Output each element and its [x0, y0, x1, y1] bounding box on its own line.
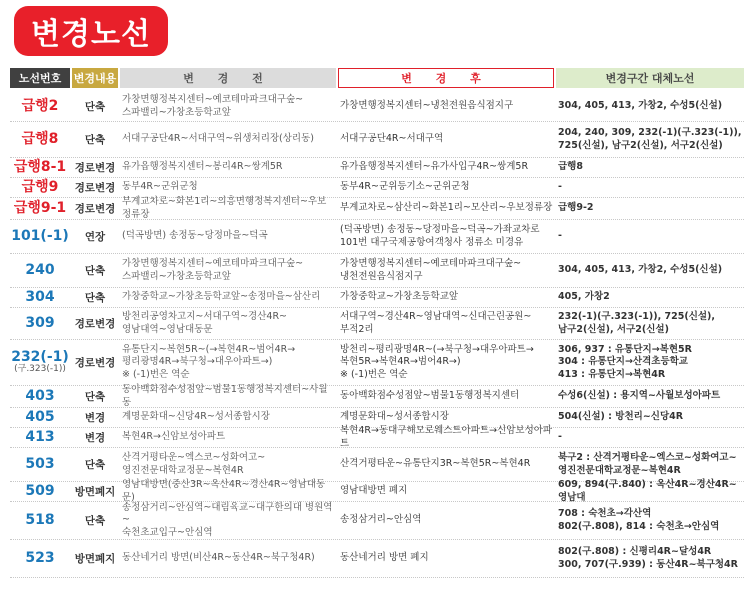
route-after-text: 가창중학교~가창초등학교앞 — [340, 291, 459, 303]
alternative-routes-text: 708 : 숙천초→각산역 802(구.808), 814 : 숙천초→안심역 — [558, 507, 720, 532]
route-after — [340, 198, 558, 219]
route-after-text: 동산네거리 방면 폐지 — [340, 552, 429, 564]
route-number — [10, 386, 70, 407]
route-before-text: 송정삼거리~안심역~대림육교~대구한의대 병원역~ 숙천초교입구~안심역 — [122, 501, 333, 538]
route-before-text: 산격거평타운~엑스코~성화여고~ 영진전문대학교정문~복현4R — [122, 451, 266, 476]
change-type-text: 연장 — [84, 231, 106, 243]
change-type — [72, 482, 118, 501]
change-type — [72, 502, 118, 539]
alternative-routes-text: 306, 937 : 유통단지→복현5R 304 : 유통단지→산격초등학교 413 : 유통단지→복현4R — [558, 343, 692, 380]
route-after — [340, 288, 558, 307]
alternative-routes-text: 802(구.808) : 신평리4R~달성4R 300, 707(구.939) : 동산4R~북구청4R — [558, 545, 738, 570]
alternative-routes-text: 232(-1)(구.323(-1)), 725(신설), 남구2(신설), 서구2(신설) — [558, 310, 715, 335]
route-before — [122, 383, 334, 408]
route-after-text: 가창면행정복지센터~예코테마파크대구숲~ 냉천전원음식점지구 — [340, 257, 522, 282]
change-type — [72, 428, 118, 447]
route-before-text: 계명문화대~신당4R~성서종합시장 — [122, 411, 270, 423]
route-before — [122, 92, 334, 121]
route-number — [10, 220, 70, 253]
route-former-number: (구.323(-1)) — [14, 364, 66, 375]
route-before — [122, 448, 334, 481]
alternative-routes — [558, 340, 744, 385]
route-number — [10, 428, 70, 447]
route-number — [10, 122, 70, 157]
table-row — [10, 254, 744, 288]
change-type-text: 단축 — [84, 134, 106, 146]
change-type — [72, 288, 118, 307]
route-number-label: 309 — [25, 315, 55, 332]
alternative-routes-text: 304, 405, 413, 가창2, 수성5(신설) — [558, 100, 723, 112]
route-number — [10, 448, 70, 481]
route-after — [340, 308, 558, 339]
route-before-text: 동아백화점수성점앞~범물1동행정복지센터~사월동 — [122, 383, 328, 408]
alternative-routes — [558, 254, 744, 287]
change-type-text: 단축 — [84, 391, 106, 403]
route-after-text: 복현4R→동대구해모로웨스트아파트→신암보성아파트 — [340, 424, 553, 449]
change-type-text: 경로변경 — [74, 182, 116, 194]
route-number — [10, 92, 70, 121]
route-number-label: 518 — [25, 512, 55, 529]
route-before — [122, 158, 334, 177]
route-before-text: 동산네거리 방면(비산4R~동산4R~북구청4R) — [122, 552, 315, 564]
alternative-routes — [558, 478, 744, 503]
change-type-text: 방면폐지 — [74, 486, 116, 498]
route-number-label: 급행9 — [21, 179, 59, 196]
route-before — [122, 178, 334, 197]
route-number — [10, 198, 70, 219]
route-before-text: 가창면행정복지센터~예코테마파크대구숲~ 스파밸리~가창초등학교앞 — [122, 93, 304, 118]
route-after — [340, 386, 558, 407]
route-number — [10, 288, 70, 307]
alternative-routes — [558, 428, 744, 447]
alternative-routes-text: 급행9-2 — [558, 202, 594, 214]
table-row — [10, 340, 744, 386]
route-before — [122, 340, 334, 385]
route-before-text: 방천리공영차고지~서대구역~경산4R~ 영남대역~영남대동문 — [122, 310, 288, 335]
route-number-label: 232(-1) — [11, 349, 69, 366]
change-type — [72, 122, 118, 157]
alternative-routes — [558, 448, 744, 481]
route-number-label: 급행2 — [21, 98, 59, 115]
route-before-text: 복현4R→신암보성아파트 — [122, 431, 226, 443]
change-type — [72, 308, 118, 339]
alternative-routes — [558, 158, 744, 177]
route-before — [122, 502, 334, 539]
table-row — [10, 195, 744, 220]
route-number-label: 240 — [25, 262, 55, 279]
alternative-routes-text: 북구2 : 산격거평타운~엑스코~성화여고~ 영진전문대학교정문~복현4R — [558, 451, 737, 476]
route-number — [10, 502, 70, 539]
route-before — [122, 540, 334, 577]
route-before — [122, 408, 334, 427]
alternative-routes-text: 204, 240, 309, 232(-1)(구.323(-1)), 725(신설), 남구2(신설), 서구2(신설) — [558, 126, 742, 151]
change-type-text: 단축 — [84, 265, 106, 277]
change-type-text: 단축 — [84, 515, 106, 527]
route-before — [122, 428, 334, 447]
route-after-text: 유가읍행정복지센터~유가사입구4R~쌍계5R — [340, 161, 529, 173]
route-after-text: 서대구공단4R~서대구역 — [340, 133, 444, 145]
change-type-text: 변경 — [84, 412, 106, 424]
table-row — [10, 288, 744, 308]
route-number-label: 523 — [25, 550, 55, 567]
route-after-text: 부계교차로~삼산리~화본1리~모산리~우보정류장 — [340, 202, 553, 214]
table-row — [10, 383, 744, 408]
alternative-routes — [558, 386, 744, 407]
header-change-type: 변경내용 — [72, 68, 118, 88]
route-before-text: 부계교차로~화본1리~의흥면행정복지센터~우보정류장 — [122, 195, 327, 220]
change-type — [72, 198, 118, 219]
route-after — [340, 482, 558, 501]
change-type — [72, 220, 118, 253]
alternative-routes — [558, 122, 744, 157]
route-after-text: 동아백화점수성점앞~범물1동행정복지센터 — [340, 390, 520, 402]
route-number-label: 304 — [25, 289, 55, 306]
route-before-text: 영남대방면(중산3R~옥산4R~경산4R~영남대동문) — [122, 478, 326, 503]
route-number-label: 405 — [25, 409, 55, 426]
alternative-routes — [558, 178, 744, 197]
alternative-routes-text: 504(신설) : 방천리~신당4R — [558, 411, 684, 423]
route-before — [122, 288, 334, 307]
alternative-routes — [558, 308, 744, 339]
route-before-text: 가창면행정복지센터~예코테마파크대구숲~ 스파밸리~가창초등학교앞 — [122, 257, 304, 282]
route-number-label: 101(-1) — [11, 228, 69, 245]
table-row — [10, 448, 744, 482]
route-number — [10, 158, 70, 177]
route-after — [340, 424, 558, 449]
page-title: 변경노선 — [14, 6, 168, 56]
route-after — [340, 220, 558, 253]
route-after — [340, 254, 558, 287]
table-row — [10, 158, 744, 178]
route-number — [10, 340, 70, 385]
route-before — [122, 254, 334, 287]
route-before — [122, 308, 334, 339]
route-before — [122, 220, 334, 253]
route-number — [10, 254, 70, 287]
route-number-label: 509 — [25, 483, 55, 500]
change-type — [72, 408, 118, 427]
route-number-label: 급행8-1 — [13, 159, 67, 176]
route-after-text: 방천리~평리광명4R~(→북구청→대우아파트→ 복현5R→복현4R→범어4R→) ※ (-1)번은 역순 — [340, 343, 534, 380]
route-after — [340, 158, 558, 177]
route-number — [10, 540, 70, 577]
alternative-routes-text: 급행8 — [558, 161, 583, 173]
change-type — [72, 540, 118, 577]
route-after-text: 송정삼거리~안심역 — [340, 514, 422, 526]
route-before-text: 유가읍행정복지센터~봉리4R~쌍계5R — [122, 161, 283, 173]
route-after-text: 산격거평타운~유통단지3R~복현5R~복현4R — [340, 458, 531, 470]
route-before-text: (덕곡방면) 송정동~당정마을~덕곡 — [122, 230, 268, 242]
route-before-text: 동부4R~군위군청 — [122, 181, 198, 193]
route-number — [10, 308, 70, 339]
route-number — [10, 482, 70, 501]
route-before — [122, 195, 334, 220]
alternative-routes — [558, 502, 744, 539]
change-type-text: 단축 — [84, 101, 106, 113]
route-after — [340, 448, 558, 481]
route-before-text: 서대구공단4R~서대구역~위생처리장(상리동) — [122, 133, 314, 145]
route-after-text: (덕곡방면) 송정동~당정마을~덕곡~가좌교차로 101번 대구국제공항여객청사 정류소 미경유 — [340, 223, 540, 248]
route-before — [122, 122, 334, 157]
route-after-text: 동부4R~군위등기소~군위군청 — [340, 181, 470, 193]
alternative-routes-text: 304, 405, 413, 가창2, 수성5(신설) — [558, 264, 723, 276]
header-route-number: 노선번호 — [10, 68, 70, 88]
table-row — [10, 122, 744, 158]
route-number-label: 403 — [25, 388, 55, 405]
route-after-text: 영남대방면 폐지 — [340, 485, 408, 497]
route-after-text: 계명문화대~성서종합시장 — [340, 411, 449, 423]
change-type — [72, 254, 118, 287]
table-row — [10, 308, 744, 340]
change-type-text: 방면폐지 — [74, 553, 116, 565]
route-after — [340, 178, 558, 197]
table-row — [10, 220, 744, 254]
alternative-routes-text: - — [558, 230, 562, 242]
change-type-text: 경로변경 — [74, 318, 116, 330]
route-after — [340, 540, 558, 577]
change-type-text: 경로변경 — [74, 203, 116, 215]
alternative-routes — [558, 540, 744, 577]
change-type-text: 단축 — [84, 292, 106, 304]
table-row — [10, 178, 744, 198]
route-after-text: 가창면행정복지센터~냉천전원음식점지구 — [340, 100, 514, 112]
alternative-routes-text: 405, 가창2 — [558, 291, 610, 303]
alternative-routes-text: 수성6(신설) : 용지역~사월보성아파트 — [558, 390, 721, 402]
route-number — [10, 178, 70, 197]
change-type — [72, 386, 118, 407]
route-after — [340, 502, 558, 539]
route-number-label: 503 — [25, 456, 55, 473]
change-type-text: 경로변경 — [74, 162, 116, 174]
route-after — [340, 92, 558, 121]
header-alternative-routes: 변경구간 대체노선 — [556, 68, 744, 88]
change-type-text: 경로변경 — [74, 357, 116, 369]
alternative-routes-text: 609, 894(구.840) : 옥산4R~경산4R~영남대 — [558, 478, 737, 503]
change-type — [72, 178, 118, 197]
change-type — [72, 92, 118, 121]
alternative-routes — [558, 220, 744, 253]
change-type-text: 변경 — [84, 432, 106, 444]
table-row — [10, 502, 744, 540]
change-type — [72, 340, 118, 385]
alternative-routes — [558, 198, 744, 219]
route-before — [122, 478, 334, 503]
alternative-routes-text: - — [558, 431, 562, 443]
change-type-text: 단축 — [84, 459, 106, 471]
route-before-text: 가창중학교~가창초등학교앞~송정마을~삼산리 — [122, 291, 321, 303]
change-type — [72, 448, 118, 481]
change-type — [72, 158, 118, 177]
table-row — [10, 478, 744, 503]
header-before: 변 경 전 — [120, 68, 336, 88]
route-number-label: 급행9-1 — [13, 200, 67, 217]
route-number-label: 413 — [25, 429, 55, 446]
route-after — [340, 122, 558, 157]
route-after-text: 서대구역~경산4R~영남대역~신대근린공원~ 부적2리 — [340, 310, 532, 335]
alternative-routes-text: - — [558, 181, 562, 193]
table-row — [10, 540, 744, 578]
route-number-label: 급행8 — [21, 131, 59, 148]
alternative-routes — [558, 288, 744, 307]
route-after — [340, 340, 558, 385]
route-before-text: 유통단지~복현5R~(→복현4R~범어4R→ 평리광명4R→북구청→대우아파트→) ※ (-1)번은 역순 — [122, 343, 296, 380]
route-number — [10, 408, 70, 427]
alternative-routes — [558, 408, 744, 427]
alternative-routes — [558, 92, 744, 121]
table-row — [10, 424, 744, 449]
header-after: 변 경 후 — [338, 68, 554, 88]
table-row — [10, 92, 744, 122]
